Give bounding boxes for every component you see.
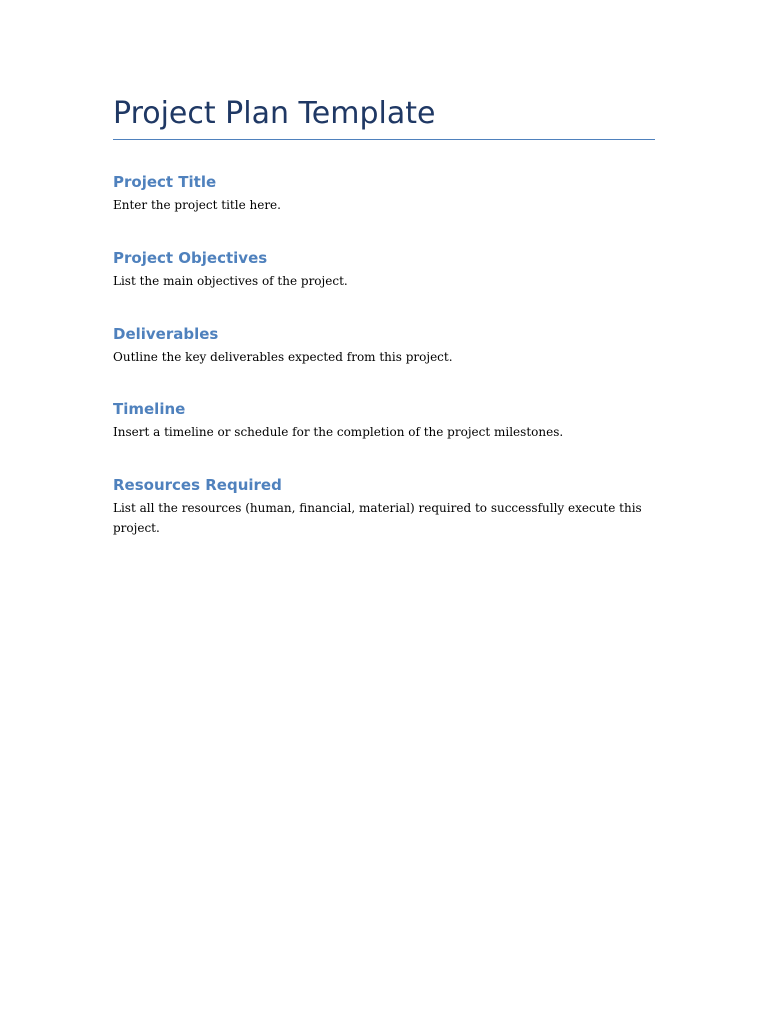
section-body-text: Enter the project title here. [113,198,281,212]
section-project-title [113,171,655,215]
section-body-text: List the main objectives of the project. [113,274,348,288]
section-timeline [113,398,655,442]
section-project-objectives [113,247,655,291]
section-body-text: Insert a timeline or schedule for the completion of the project milestones. [113,425,564,439]
section-heading: Deliverables [113,325,219,343]
section-heading: Resources Required [113,476,282,494]
title-underline-divider [113,139,655,140]
section-body-text: List all the resources (human, financial, material) required to successfully execute this project. [113,501,642,535]
section-heading: Project Title [113,173,217,191]
document-title: Project Plan Template [113,96,436,131]
section-resources-required [113,474,655,538]
section-heading: Project Objectives [113,249,268,267]
section-heading: Timeline [113,400,186,418]
section-body-text: Outline the key deliverables expected from this project. [113,350,453,364]
section-deliverables [113,323,655,367]
